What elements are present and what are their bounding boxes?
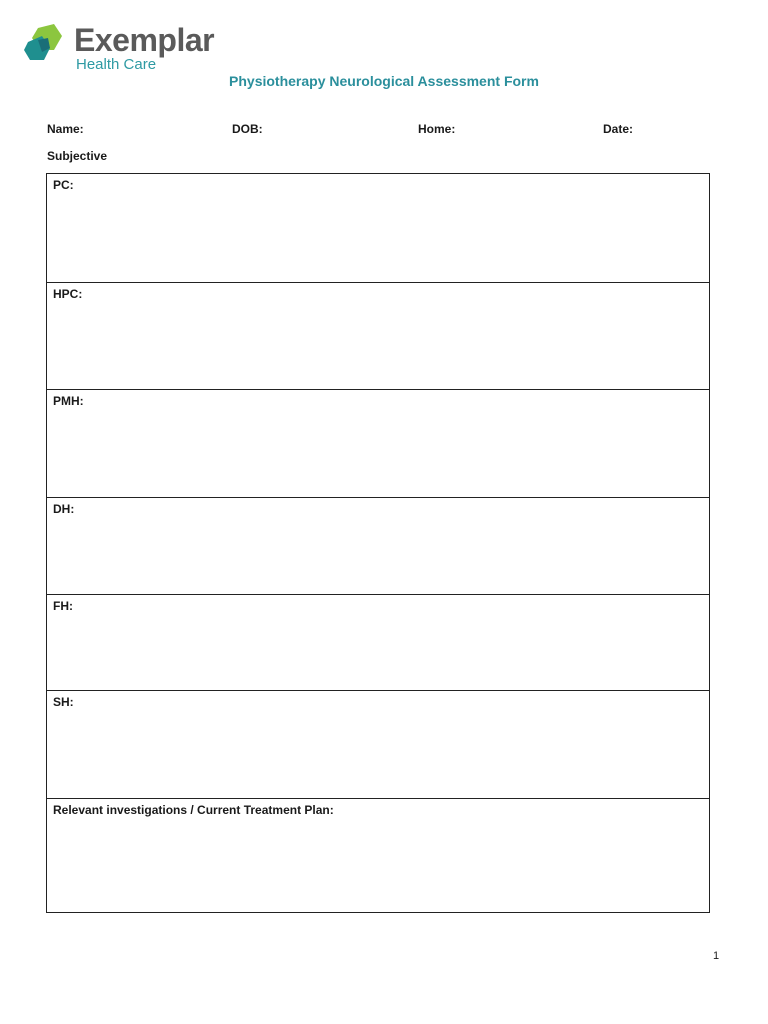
name-field-label: Name:	[47, 122, 84, 136]
patient-fields-row	[0, 121, 768, 137]
pc-cell[interactable]	[47, 174, 709, 282]
fh-cell[interactable]	[47, 594, 709, 690]
fh-label: FH:	[53, 599, 73, 613]
sh-cell[interactable]	[47, 690, 709, 798]
subjective-heading: Subjective	[47, 149, 108, 163]
investigations-treatment-plan-cell[interactable]	[47, 798, 709, 912]
sh-label: SH:	[53, 695, 74, 709]
form-title: Physiotherapy Neurological Assessment Form	[229, 73, 539, 89]
subjective-table	[46, 173, 710, 913]
exemplar-logo-icon	[24, 24, 68, 64]
exemplar-logo	[24, 22, 244, 78]
investigations-treatment-plan-label: Relevant investigations / Current Treatment Plan:	[53, 803, 334, 817]
dob-field-label: DOB:	[232, 122, 263, 136]
pmh-label: PMH:	[53, 394, 84, 408]
dh-label: DH:	[53, 502, 75, 516]
home-field-label: Home:	[418, 122, 456, 136]
dh-cell[interactable]	[47, 497, 709, 594]
pc-label: PC:	[53, 178, 74, 192]
hpc-cell[interactable]	[47, 282, 709, 389]
logo-tagline: Health Care	[76, 56, 157, 73]
hpc-label: HPC:	[53, 287, 83, 301]
pmh-cell[interactable]	[47, 389, 709, 497]
logo-wordmark: Exemplar	[74, 22, 215, 58]
page-number: 1	[713, 950, 720, 962]
date-field-label: Date:	[603, 122, 634, 136]
